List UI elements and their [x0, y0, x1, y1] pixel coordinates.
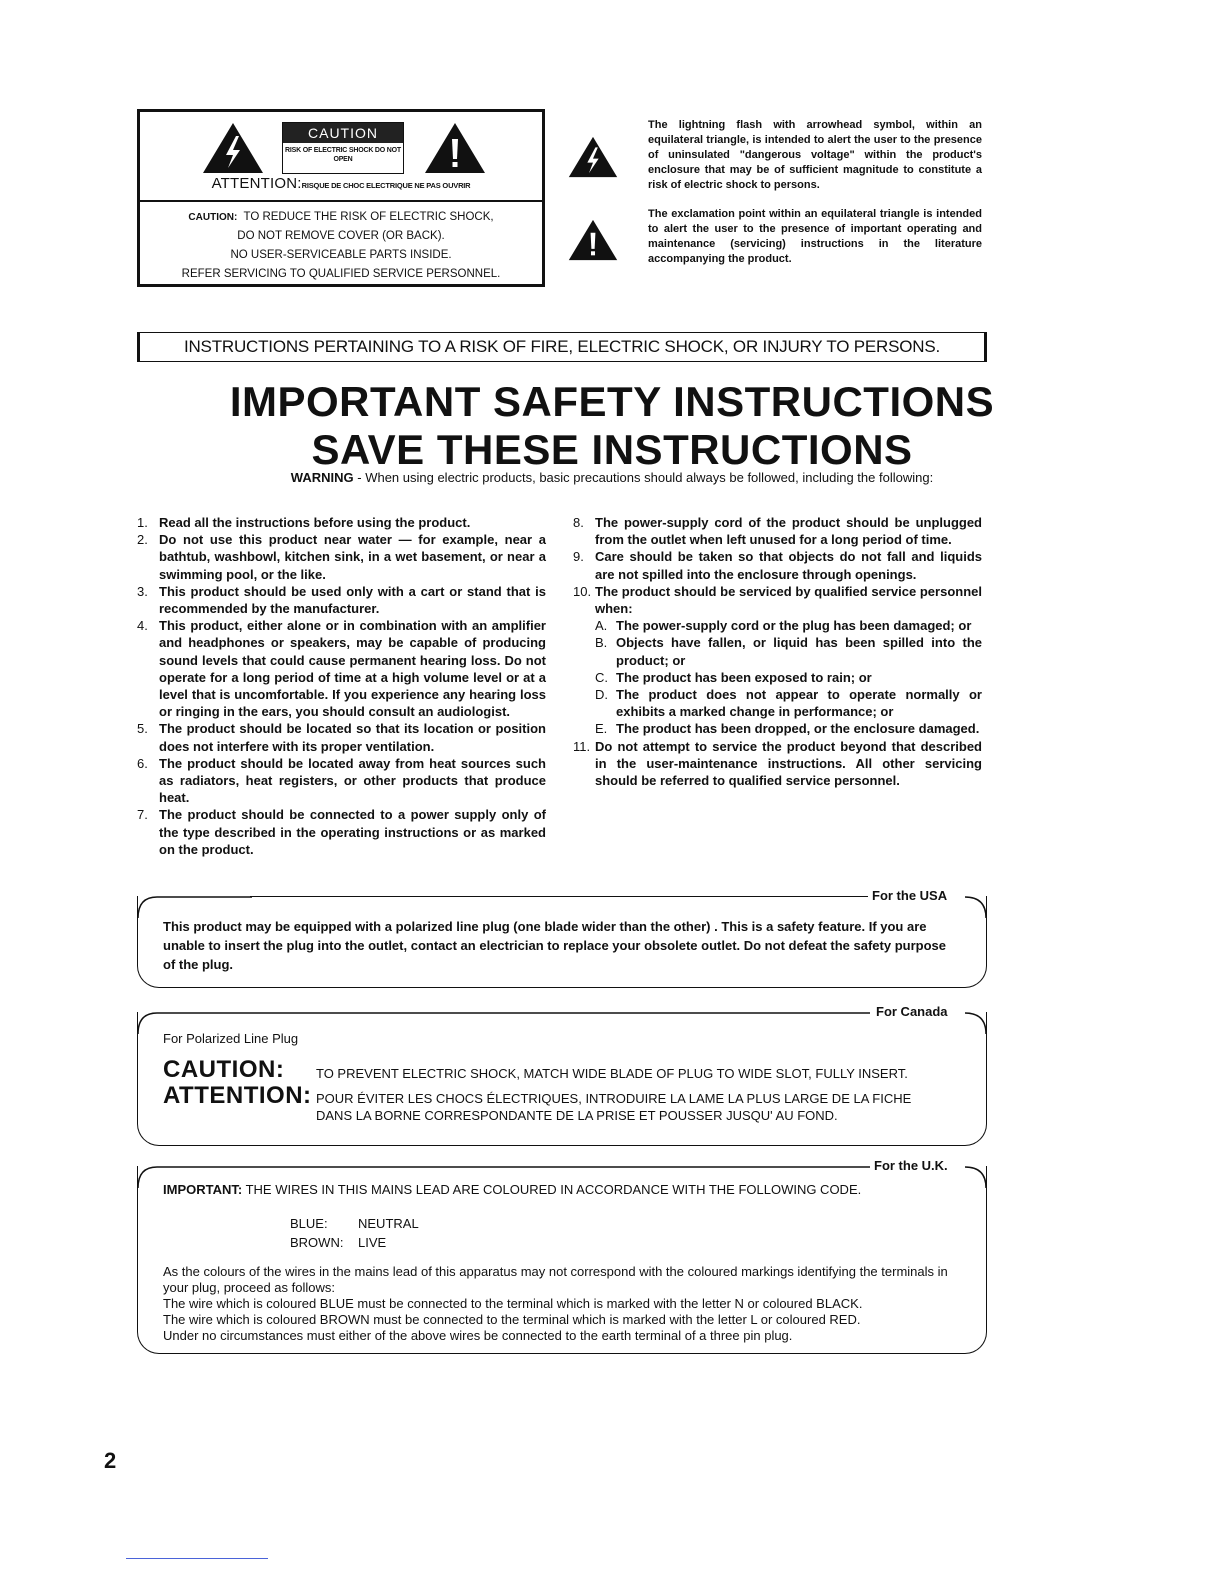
instructions-left-column [137, 514, 546, 858]
caution-label [282, 122, 404, 174]
list-item: 1. Read all the instructions before using the product. [137, 515, 471, 530]
uk-line-4: Under no circumstances must either of the above wires be connected to the earth terminal of a three pin plug. [163, 1328, 793, 1343]
page-subtitle: SAVE THESE INSTRUCTIONS [311, 426, 913, 473]
canada-attention-label: ATTENTION: [163, 1082, 312, 1109]
list-item: 11. Do not attempt to service the product beyond that described in the user-maintenance instructions. All other servicing should be referred to qualified service personnel. [573, 738, 982, 789]
canada-attention-text-2: DANS LA BORNE CORRESPONDANTE DE LA PRISE ET POUSSER JUSQU' AU FOND. [316, 1108, 838, 1123]
caution-prefix: CAUTION: [188, 212, 238, 223]
caution-line-4: REFER SERVICING TO QUALIFIED SERVICE PERSONNEL. [181, 268, 501, 280]
exclamation-warning-icon [424, 122, 486, 174]
list-item: 9. Care should be taken so that objects do not fall and liquids are not spilled into the enclosure through openings. [573, 549, 982, 582]
sub-list-item: C. The product has been exposed to rain; or [595, 669, 872, 685]
sub-list-item: B. Objects have fallen, or liquid has been spilled into the product; or [595, 635, 982, 668]
list-item: 2. Do not use this product near water — for example, near a bathtub, washbowl, kitchen sink, in a wet basement, or near a swimming pool, or the like. [137, 532, 546, 582]
uk-important-line: IMPORTANT: THE WIRES IN THIS MAINS LEAD ARE COLOURED IN ACCORDANCE WITH THE FOLLOWING CODE. [163, 1182, 862, 1197]
page-title: IMPORTANT SAFETY INSTRUCTIONS [229, 378, 995, 425]
uk-line-1: As the colours of the wires in the mains lead of this apparatus may not correspond with the coloured markings identifying the terminals in your plug, proceed as follows: [163, 1264, 948, 1295]
caution-line-1: CAUTION: TO REDUCE THE RISK OF ELECTRIC SHOCK, [188, 211, 494, 223]
uk-instructions [163, 1264, 963, 1344]
attention-line [140, 175, 542, 192]
uk-line-3: The wire which is coloured BROWN must be connected to the terminal which is marked with the letter L or coloured RED. [163, 1312, 861, 1327]
sub-list-item: A. The power-supply cord or the plug has been damaged; or [595, 618, 972, 634]
caution-text [140, 208, 542, 284]
bottom-rule [126, 1558, 268, 1559]
canada-label: For Canada [872, 1004, 950, 1019]
canada-caution-text: TO PREVENT ELECTRIC SHOCK, MATCH WIDE BLADE OF PLUG TO WIDE SLOT, FULLY INSERT. [316, 1066, 908, 1081]
list-item: 6. The product should be located away from heat sources such as radiators, heat registers, or other products that produce heat. [137, 755, 546, 806]
caution-line-3: NO USER-SERVICEABLE PARTS INSIDE. [230, 249, 452, 261]
instructions-header-bar: INSTRUCTIONS PERTAINING TO A RISK OF FIRE, ELECTRIC SHOCK, OR INJURY TO PERSONS. [137, 332, 987, 362]
warning-label: WARNING [290, 470, 354, 485]
uk-brown-row: BROWN: LIVE [290, 1235, 387, 1250]
page-number: 2 [104, 1448, 117, 1473]
list-item: 5. The product should be located so that its location or position does not interfere with its proper ventilation. [137, 721, 546, 754]
uk-important-label: IMPORTANT: [163, 1182, 243, 1197]
caution-box-header [140, 112, 542, 202]
attention-small-text: RISQUE DE CHOC ELECTRIQUE NE PAS OUVRIR [301, 181, 471, 190]
caution-box [137, 109, 545, 287]
caution-word: CAUTION [283, 123, 403, 143]
uk-label: For the U.K. [870, 1158, 950, 1173]
usa-label: For the USA [868, 888, 949, 903]
lightning-warning-icon [202, 122, 264, 174]
warning-line [0, 470, 1224, 485]
sub-list-item: D. The product does not appear to operate normally or exhibits a marked change in performance; or [595, 687, 982, 720]
risk-of-shock-label: RISK OF ELECTRIC SHOCK DO NOT OPEN [285, 147, 401, 163]
uk-blue-row: BLUE: NEUTRAL [290, 1216, 419, 1231]
list-item: 8. The power-supply cord of the product should be unplugged from the outlet when left unused for a long period of time. [573, 515, 982, 548]
exclamation-explanation: The exclamation point within an equilateral triangle is intended to alert the user to the presence of important operating and maintenance (servicing) instructions in the literature accompanying the product. [648, 208, 982, 265]
list-item: 3. This product should be used only with a cart or stand that is recommended by the manufacturer. [137, 583, 546, 617]
uk-colour-code [290, 1214, 419, 1252]
list-item: 10. The product should be serviced by qualified service personnel when: [573, 583, 982, 617]
usa-text: This product may be equipped with a polarized line plug (one blade wider than the other) . This is a safety feature. If you are unable to insert the plug into the outlet, contact an electrician to replace your obsolete outlet. Do not defeat the safety purpose of the plug. [163, 919, 946, 972]
list-item: 7. The product should be connected to a power supply only of the type described in the operating instructions or as marked on the product. [137, 807, 546, 857]
canada-intro: For Polarized Line Plug [163, 1031, 299, 1046]
list-item: 4. This product, either alone or in combination with an amplifier and headphones or speakers, may be capable of producing sound levels that could cause permanent hearing loss. Do not operate for a long period of time at a high volume level or at a level that is uncomfortable. If you experience any hearing loss or ringing in the ears, you should consult an audiologist. [137, 618, 546, 720]
lightning-symbol-icon [568, 132, 618, 182]
caution-line-2: DO NOT REMOVE COVER (OR BACK). [237, 230, 445, 242]
uk-line-2: The wire which is coloured BLUE must be connected to the terminal which is marked with the letter N or coloured BLACK. [163, 1296, 863, 1311]
instructions-right-column [573, 514, 982, 789]
canada-attention-text-1: POUR ÉVITER LES CHOCS ÉLECTRIQUES, INTRODUIRE LA LAME LA PLUS LARGE DE LA FICHE [316, 1091, 912, 1106]
canada-caution-label: CAUTION: [163, 1056, 285, 1083]
attention-label: ATTENTION: [211, 175, 302, 192]
sub-list-item: E. The product has been dropped, or the enclosure damaged. [595, 721, 980, 737]
warning-text: - When using electric products, basic precautions should always be followed, including the following: [353, 470, 934, 485]
lightning-explanation: The lightning flash with arrowhead symbol, within an equilateral triangle, is intended to alert the user to the presence of uninsulated "dangerous voltage" within the product's enclosure that may be of sufficient magnitude to constitute a risk of electric shock to persons. [648, 119, 982, 191]
exclamation-symbol-icon [568, 215, 618, 265]
